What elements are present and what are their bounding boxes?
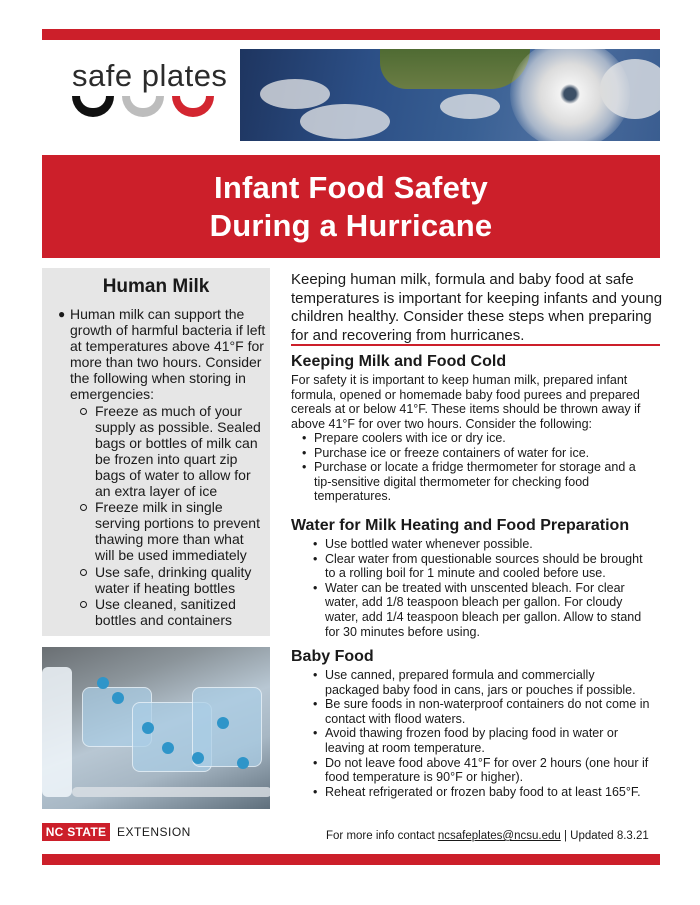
list-item: • Do not leave food above 41°F for over 2 hours (one hour if food temperature is 90°F or higher). xyxy=(312,756,652,785)
hurricane-satellite-image xyxy=(240,49,660,141)
circle-bullet-icon xyxy=(80,408,87,415)
safe-plates-logo xyxy=(42,50,237,135)
circle-bullet-icon xyxy=(80,569,87,576)
title-banner xyxy=(42,155,660,258)
list-item: • Be sure foods in non-waterproof containers do not come in contact with flood waters. xyxy=(312,697,652,726)
bottom-rule xyxy=(42,854,660,865)
circle-bullet-icon xyxy=(80,504,87,511)
list-item: Use cleaned, sanitized bottles and containers xyxy=(70,596,266,628)
list-item: • Prepare coolers with ice or dry ice. xyxy=(301,431,646,446)
black-bowl-icon xyxy=(72,96,114,117)
section-divider xyxy=(291,344,660,346)
list-item: • Use canned, prepared formula and commercially packaged baby food in cans, jars or pouches if possible. xyxy=(312,668,652,697)
list-item: • Water can be treated with unscented bleach. For clear water, add 1/8 teaspoon bleach per gallon. For cloudy water, add 1/4 teaspoon bleach per gallon. Allow to stand for 30 minutes before using. xyxy=(312,581,652,639)
sidebar-list xyxy=(56,306,266,628)
frozen-milk-photo xyxy=(42,647,270,809)
list-item: • Use bottled water whenever possible. xyxy=(312,537,652,552)
list-item: • Purchase or locate a fridge thermometer for storage and a tip-sensitive digital thermometer for checking food temperatures. xyxy=(301,460,646,504)
list-item: Use safe, drinking quality water if heating bottles xyxy=(70,564,266,596)
cold-list xyxy=(301,431,646,504)
sidebar-title: Human Milk xyxy=(102,276,210,297)
circle-bullet-icon xyxy=(80,601,87,608)
cold-paragraph: For safety it is important to keep human milk, prepared infant formula, opened or homemade baby food purees and prepared cereals at or below 41°F. These items should be thrown away if above 41°F for over two hours. Consider the following: xyxy=(291,373,641,431)
extension-label: EXTENSION xyxy=(117,825,191,839)
hurricane-eye xyxy=(510,49,630,141)
footer-contact: For more info contact ncsafeplates@ncsu.edu | Updated 8.3.21 xyxy=(326,830,649,842)
red-bowl-icon xyxy=(172,96,214,117)
page-title-line-1: Infant Food Safety xyxy=(214,169,488,205)
list-item: Freeze milk in single serving portions to prevent thawing more than what will be used immediately xyxy=(70,499,266,563)
page-title-line-2: During a Hurricane xyxy=(209,207,493,243)
list-item: Freeze as much of your supply as possible. Sealed bags or bottles of milk can be frozen into quart zip bags of water to allow for an extra layer of ice xyxy=(70,403,266,500)
top-rule xyxy=(42,29,660,40)
nc-state-logo: NC STATE xyxy=(42,823,110,841)
list-item: • Reheat refrigerated or frozen baby food to at least 165°F. xyxy=(312,785,652,800)
list-item: • Clear water from questionable sources should be brought to a rolling boil for 1 minute and cooled before use. xyxy=(312,552,652,581)
list-item: • Purchase ice or freeze containers of water for ice. xyxy=(301,446,646,461)
bullet-icon: ● xyxy=(58,307,66,321)
gray-bowl-icon xyxy=(122,96,164,117)
water-list xyxy=(312,537,652,639)
sidebar-sub-list xyxy=(70,403,266,628)
human-milk-sidebar xyxy=(42,268,270,636)
email-link[interactable]: ncsafeplates@ncsu.edu xyxy=(437,830,561,842)
heading-water: Water for Milk Heating and Food Preparation xyxy=(291,517,630,534)
list-item: • Avoid thawing frozen food by placing food in water or leaving at room temperature. xyxy=(312,726,652,755)
logo-text: safe plates xyxy=(72,58,228,93)
sidebar-intro: Human milk can support the growth of harmful bacteria if left at temperatures above 41°F for more than two hours. Consider the following when storing in emergencies: xyxy=(70,306,266,403)
intro-paragraph: Keeping human milk, formula and baby food at safe temperatures is important for keeping infants and young children healthy. Consider these steps when preparing for and recovering from hurricanes. xyxy=(291,271,663,344)
baby-food-list xyxy=(312,668,652,799)
heading-baby-food: Baby Food xyxy=(291,648,374,665)
heading-keeping-cold: Keeping Milk and Food Cold xyxy=(291,353,507,370)
